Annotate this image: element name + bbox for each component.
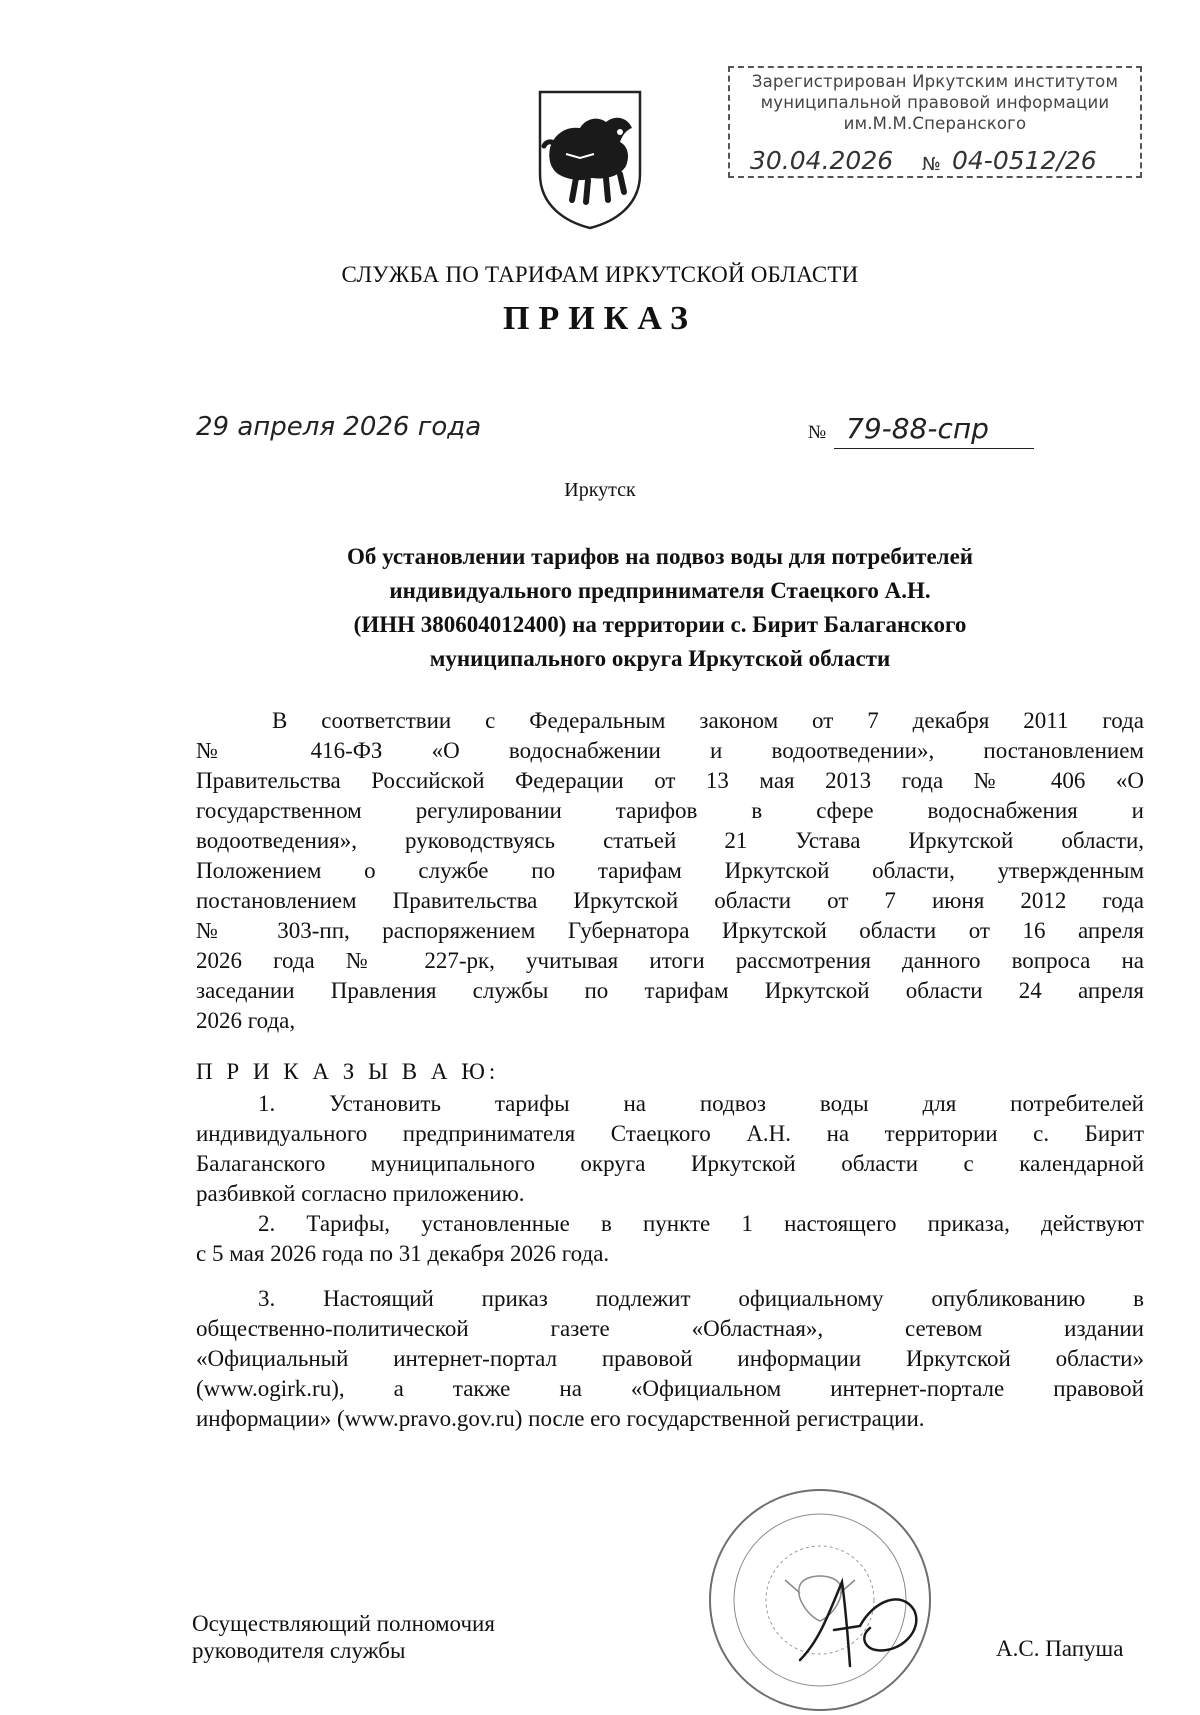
- text-line: Балаганского муниципального округа Иркутской области с календарной: [196, 1151, 1144, 1176]
- text-line: 2026 года № 227-рк, учитывая итоги рассмотрения данного вопроса на: [196, 948, 1144, 973]
- text-line: индивидуального предпринимателя Стаецкого А.Н. на территории с. Бирит: [196, 1121, 1144, 1146]
- text-line: 2. Тарифы, установленные в пункте 1 настоящего приказа, действуют: [258, 1211, 1144, 1236]
- text-line: с 5 мая 2026 года по 31 декабря 2026 года.: [196, 1241, 610, 1266]
- order-number-underline: [834, 448, 1034, 449]
- registration-stamp: [728, 66, 1142, 178]
- text-line: информации» (www.pravo.gov.ru) после его государственной регистрации.: [196, 1406, 925, 1431]
- signer-name: А.С. Папуша: [996, 1636, 1124, 1661]
- text-line: (www.ogirk.ru), а также на «Официальном интернет-портале правовой: [196, 1376, 1144, 1401]
- text-line: постановлением Правительства Иркутской области от 7 июня 2012 года: [196, 888, 1144, 913]
- text-line: № 303-пп, распоряжением Губернатора Иркутской области от 16 апреля: [196, 918, 1144, 943]
- signer-position: [192, 1610, 495, 1664]
- registration-date: 30.04.2026: [750, 146, 894, 175]
- text-line: разбивкой согласно приложению.: [196, 1181, 525, 1206]
- registration-stamp-line: муниципальной правовой информации: [760, 93, 1110, 112]
- text-line: водоотведения», руководствуясь статьей 21 Устава Иркутской области,: [196, 828, 1144, 853]
- registration-number: 04-0512/26: [952, 146, 1097, 175]
- irkutsk-coat-of-arms-icon: [536, 88, 644, 232]
- prikazyvayu-heading: П Р И К А З Ы В А Ю:: [196, 1059, 500, 1084]
- order-subject: [250, 540, 1070, 676]
- registration-stamp-line: Зарегистрирован Иркутским институтом: [751, 72, 1119, 91]
- text-line: № 416-ФЗ «О водоснабжении и водоотведении», постановлением: [196, 738, 1144, 763]
- registration-stamp-line: им.М.М.Сперанского: [843, 114, 1027, 133]
- order-number: 79-88-спр: [846, 412, 989, 445]
- text-line: Положением о службе по тарифам Иркутской области, утвержденным: [196, 858, 1144, 883]
- order-date: 29 апреля 2026 года: [196, 412, 482, 442]
- text-line: 3. Настоящий приказ подлежит официальному опубликованию в: [258, 1286, 1144, 1311]
- text-line: 2026 года,: [196, 1008, 296, 1033]
- order-point-1: [196, 1089, 1144, 1209]
- text-line: 1. Установить тарифы на подвоз воды для потребителей: [258, 1091, 1144, 1116]
- text-line: государственном регулировании тарифов в сфере водоснабжения и: [196, 798, 1144, 823]
- signer-position-line: Осуществляющий полномочия: [192, 1611, 495, 1636]
- order-point-3: [196, 1284, 1144, 1434]
- signer-position-line: руководителя службы: [192, 1638, 406, 1663]
- text-line: В соответствии с Федеральным законом от 7 декабря 2011 года: [272, 708, 1144, 733]
- order-title: ПРИКАЗ: [503, 300, 697, 337]
- text-line: заседании Правления службы по тарифам Иркутской области 24 апреля: [196, 978, 1144, 1003]
- text-line: Правительства Российской Федерации от 13 мая 2013 года № 406 «О: [196, 768, 1144, 793]
- subject-line: Об установлении тарифов на подвоз воды для потребителей: [346, 544, 974, 569]
- order-point-2: [196, 1209, 1144, 1269]
- preamble-paragraph: [196, 706, 1144, 1036]
- order-number-sign: №: [808, 422, 827, 443]
- text-line: «Официальный интернет-портал правовой информации Иркутской области»: [196, 1346, 1144, 1371]
- subject-line: (ИНН 380604012400) на территории с. Бирит Балаганского: [353, 612, 967, 637]
- service-name: СЛУЖБА ПО ТАРИФАМ ИРКУТСКОЙ ОБЛАСТИ: [341, 262, 859, 287]
- subject-line: муниципального округа Иркутской области: [429, 646, 891, 671]
- handwritten-signature: [790, 1570, 940, 1680]
- text-line: общественно-политической газете «Областная», сетевом издании: [196, 1316, 1144, 1341]
- order-city: Иркутск: [564, 479, 636, 501]
- subject-line: индивидуального предпринимателя Стаецкого А.Н.: [389, 578, 931, 603]
- registration-number-sign: №: [922, 154, 941, 175]
